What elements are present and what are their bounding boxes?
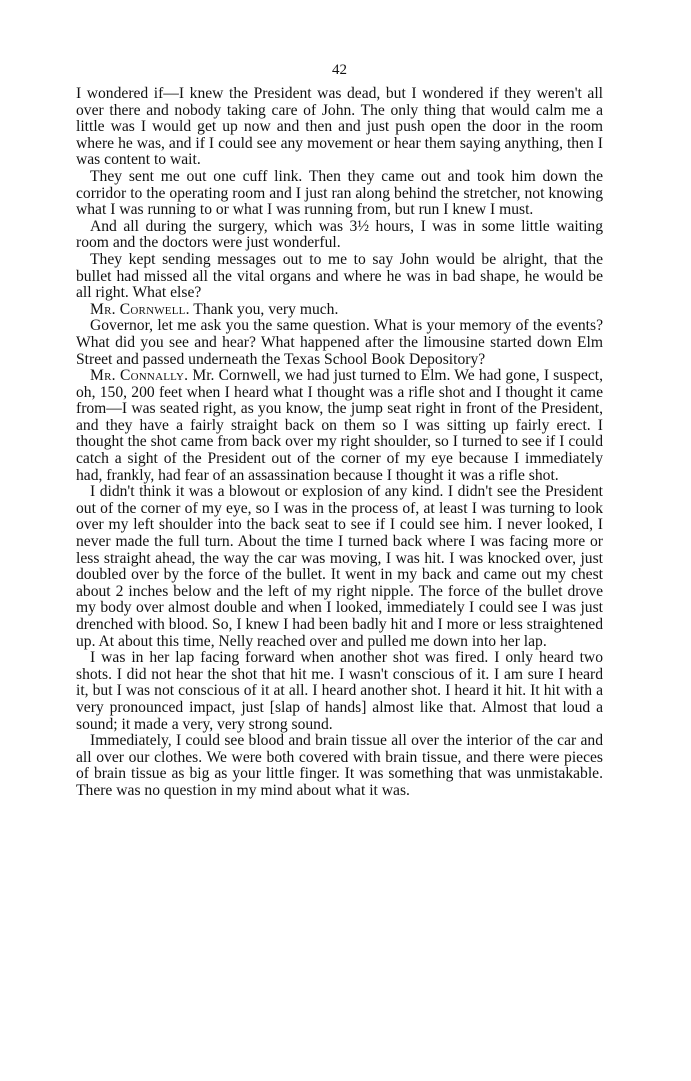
document-page xyxy=(76,60,603,800)
paragraph-text: Immediately, I could see blood and brain tissue all over the interior of the car and all over our clothes. We were both covered with brain tissue, and there were pieces of brain tissue as big as your little finger. It was something that was unmistakable. There was no question in my mind about what it was. xyxy=(76,732,603,799)
paragraph-5 xyxy=(76,302,603,319)
paragraph-9 xyxy=(76,650,603,733)
paragraph-2 xyxy=(76,169,603,219)
paragraph-8 xyxy=(76,484,603,650)
paragraph-text: I wondered if—I knew the President was dead, but I wondered if they weren't all over there and nobody taking care of John. The only thing that would calm me a little was I would get up now and then and just push open the door in the room where he was, and if I could see any movement or hear them saying anything, then I was content to wait. xyxy=(76,85,603,169)
paragraph-text: They kept sending messages out to me to say John would be alright, that the bullet had missed all the vital organs and where he was in bad shape, he would be all right. What else? xyxy=(76,250,603,302)
paragraph-3 xyxy=(76,219,603,252)
paragraph-6 xyxy=(76,318,603,368)
paragraph-text: Thank you, very much. xyxy=(189,300,339,318)
paragraph-text: And all during the surgery, which was 3½ hours, I was in some little waiting room and the doctors were just wonderful. xyxy=(76,217,603,252)
paragraph-text: I was in her lap facing forward when another shot was fired. I only heard two shots. I did not hear the shot that hit me. I wasn't conscious of it. I am sure I heard it, but I was not conscious of it at all. I heard another shot. I heard it hit. It hit with a very pronounced impact, just [slap of hands] almost like that. Almost that loud a sound; it made a very, very strong sound. xyxy=(76,649,603,733)
paragraph-text: I didn't think it was a blowout or explosion of any kind. I didn't see the President out of the corner of my eye, so I was in the process of, at least I was turning to look over my left shoulder into the back seat to see if I could see him. I never looked, I never made the full turn. About the time I turned back where I was facing more or less straight ahead, the way the car was moving, I was hit. I was knocked over, just doubled over by the force of the bullet. It went in my back and came out my chest about 2 inches below and the left of my right nipple. The force of the bullet drove my body over almost double and when I looked, immediately I could see I was just drenched with blood. So, I knew I had been badly hit and I more or less straightened up. At about this time, Nelly reached over and pulled me down into her lap. xyxy=(76,483,603,650)
paragraph-text: Mr. Cornwell, we had just turned to Elm. We had gone, I suspect, oh, 150, 200 feet when I heard what I thought was a rifle shot and I thought it came from—I was seated right, as you know, the jump seat right in front of the President, and they have a fairly straight back on them so I was sitting up fairly erect. I thought the shot came from back over my right shoulder, so I turned to see if I could catch a sight of the President out of the corner of my eye because I immediately had, frankly, had fear of an assassination because I thought it was a rifle shot. xyxy=(76,367,603,484)
paragraph-text: They sent me out one cuff link. Then they came out and took him down the corridor to the operating room and I just ran along behind the stretcher, not knowing what I was running to or what I was running from, but run I knew I must. xyxy=(76,167,603,219)
paragraph-text: Governor, let me ask you the same question. What is your memory of the events? What did you see and hear? What happened after the limousine started down Elm Street and passed underneath the Texas School Book Depository? xyxy=(76,317,603,368)
speaker-label: Mr. Cornwell. xyxy=(90,300,190,318)
paragraph-1 xyxy=(76,86,603,169)
page-number: 42 xyxy=(332,62,347,78)
paragraph-7 xyxy=(76,368,603,484)
paragraph-4 xyxy=(76,252,603,302)
speaker-label: Mr. Connally. xyxy=(90,367,189,385)
paragraph-10 xyxy=(76,733,603,799)
